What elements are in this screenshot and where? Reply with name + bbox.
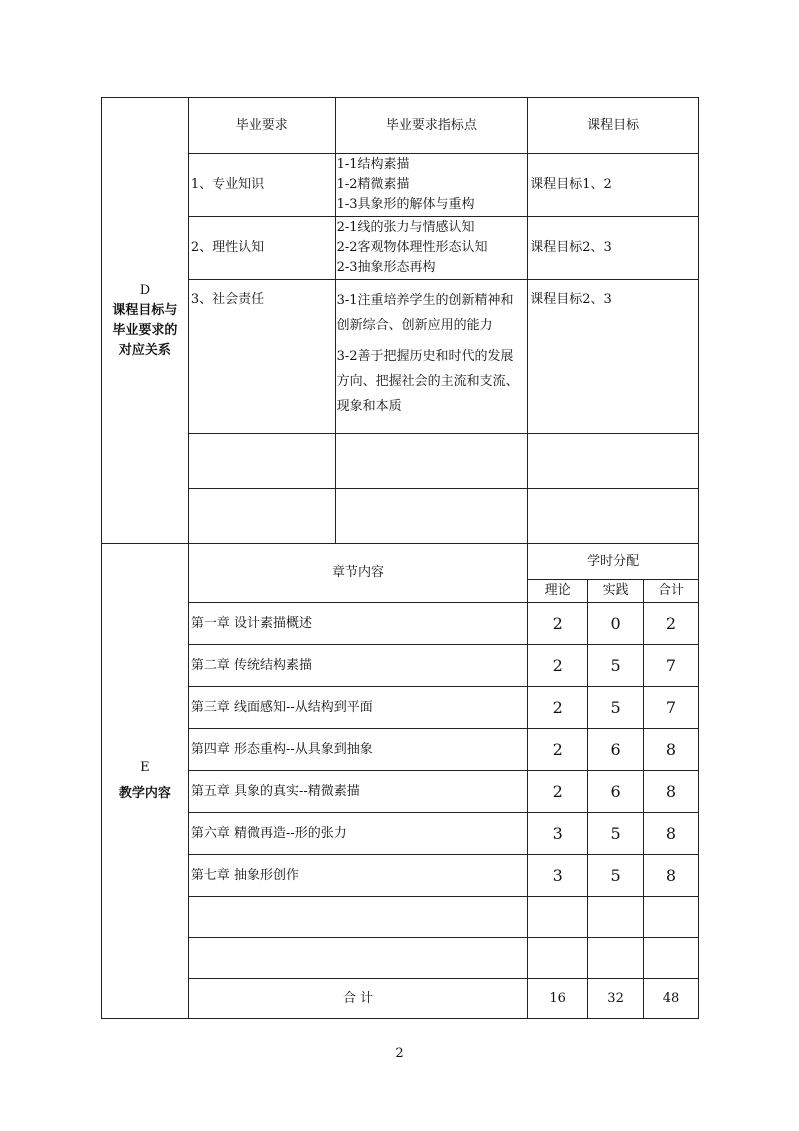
points-1: 1-1结构素描 1-2精微素描 1-3具象形的解体与重构 [335, 154, 528, 217]
chapter-practice: 5 [588, 687, 644, 729]
chapter-name: 第七章 抽象形创作 [188, 855, 527, 897]
requirement-2: 2、理性认知 [188, 217, 335, 280]
chapter-total: 8 [644, 813, 699, 855]
section-d-label: D 课程目标与 毕业要求的 对应关系 [102, 98, 189, 544]
total-practice: 32 [588, 979, 644, 1019]
total-all: 48 [644, 979, 699, 1019]
header-chapter-content: 章节内容 [188, 544, 527, 603]
chapter-name: 第一章 设计素描概述 [188, 603, 527, 645]
chapter-practice: 6 [588, 771, 644, 813]
target-2: 课程目标2、3 [528, 217, 699, 280]
chapter-practice: 5 [588, 855, 644, 897]
subheader-practice: 实践 [588, 580, 644, 603]
chapter-theory: 2 [528, 729, 588, 771]
chapter-theory: 2 [528, 603, 588, 645]
chapter-name: 第二章 传统结构素描 [188, 645, 527, 687]
page-number: 2 [395, 1046, 404, 1061]
chapter-total: 2 [644, 603, 699, 645]
chapter-total: 8 [644, 771, 699, 813]
chapter-total: 7 [644, 687, 699, 729]
requirement-3: 3、社会责任 [188, 280, 335, 434]
empty-cell [335, 489, 528, 544]
chapter-practice: 0 [588, 603, 644, 645]
header-requirement: 毕业要求 [188, 98, 335, 154]
empty-cell [644, 897, 699, 938]
empty-cell [644, 938, 699, 979]
total-label: 合 计 [188, 979, 527, 1019]
empty-cell [188, 434, 335, 489]
points-2: 2-1线的张力与情感认知 2-2客观物体理性形态认知 2-3抽象形态再构 [335, 217, 528, 280]
target-3: 课程目标2、3 [528, 280, 699, 434]
chapter-name: 第三章 线面感知--从结构到平面 [188, 687, 527, 729]
chapter-practice: 6 [588, 729, 644, 771]
subheader-total: 合计 [644, 580, 699, 603]
chapter-name: 第六章 精微再造--形的张力 [188, 813, 527, 855]
empty-cell [188, 938, 527, 979]
section-e-label: E 教学内容 [102, 544, 189, 1019]
empty-cell [335, 434, 528, 489]
chapter-name: 第五章 具象的真实--精微素描 [188, 771, 527, 813]
chapter-practice: 5 [588, 813, 644, 855]
empty-cell [188, 489, 335, 544]
subheader-theory: 理论 [528, 580, 588, 603]
empty-cell [588, 897, 644, 938]
chapter-practice: 5 [588, 645, 644, 687]
header-indicator-points: 毕业要求指标点 [335, 98, 528, 154]
chapter-theory: 3 [528, 813, 588, 855]
chapter-total: 7 [644, 645, 699, 687]
points-3: 3-1注重培养学生的创新精神和 创新综合、创新应用的能力 3-2善于把握历史和时代的发展 方向、把握社会的主流和支流、 现象和本质 [335, 280, 528, 434]
total-theory: 16 [528, 979, 588, 1019]
empty-cell [188, 897, 527, 938]
chapter-total: 8 [644, 855, 699, 897]
requirement-1: 1、专业知识 [188, 154, 335, 217]
header-hours: 学时分配 [528, 544, 699, 580]
header-course-target: 课程目标 [528, 98, 699, 154]
chapter-total: 8 [644, 729, 699, 771]
chapter-theory: 2 [528, 687, 588, 729]
chapter-theory: 2 [528, 645, 588, 687]
empty-cell [528, 938, 588, 979]
chapter-theory: 3 [528, 855, 588, 897]
target-1: 课程目标1、2 [528, 154, 699, 217]
chapter-name: 第四章 形态重构--从具象到抽象 [188, 729, 527, 771]
empty-cell [528, 434, 699, 489]
chapter-theory: 2 [528, 771, 588, 813]
empty-cell [528, 897, 588, 938]
empty-cell [588, 938, 644, 979]
course-table [101, 97, 699, 1019]
empty-cell [528, 489, 699, 544]
